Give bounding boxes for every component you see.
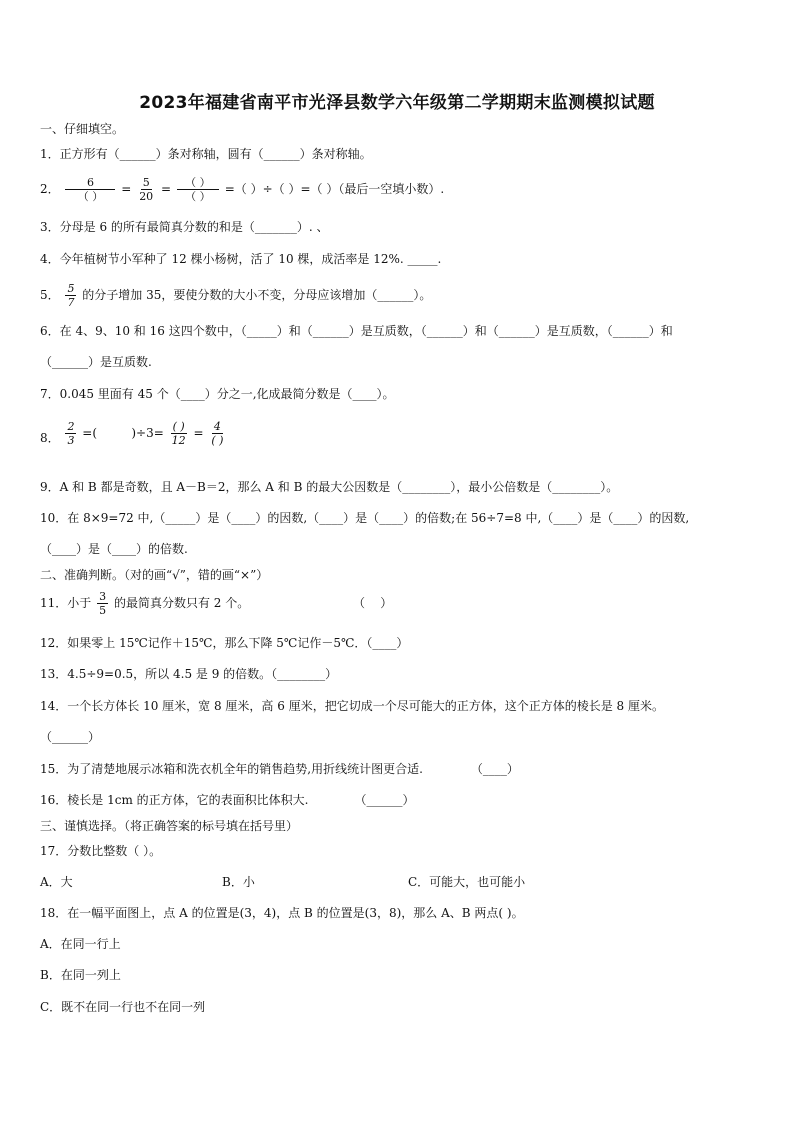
q17-option-a[interactable]: A．大 [40, 875, 73, 889]
q17-option-c[interactable]: C．可能大，也可能小 [408, 875, 526, 889]
question-6-cont: （______）是互质数. [40, 355, 152, 369]
fraction: ( ) 12 [171, 420, 186, 447]
question-14-cont: （______） [40, 730, 101, 744]
question-5: 5． $\frac{5}{7}$ 的分子增加 35，要使分数的大小不变，分母应该增加（______）。 [40, 282, 432, 309]
question-6: 6．在 4、9、10 和 16 这四个数中，（_____）和（______）是互质数，（______）和（______）是互质数，（______）和 [40, 324, 673, 338]
question-9: 9．A 和 B 都是奇数，且 A－B＝2，那么 A 和 B 的最大公因数是（________），最小公倍数是（________）。 [40, 480, 619, 494]
fraction: $\frac{2}{3}$ [67, 420, 75, 447]
q18-option-b[interactable]: B．在同一列上 [40, 968, 121, 982]
q18-option-a[interactable]: A．在同一行上 [40, 937, 121, 951]
question-17: 17．分数比整数（ ）。 [40, 844, 162, 858]
question-11: 11．小于 $\frac{3}{5}$ 的最简真分数只有 2 个。 （ ） [40, 590, 393, 617]
question-12: 12．如果零上 15℃记作＋15℃，那么下降 5℃记作－5℃．（____） [40, 636, 409, 650]
question-15: 15．为了清楚地展示冰箱和洗衣机全年的销售趋势,用折线统计图更合适. （____） [40, 762, 519, 776]
section-heading-fill: 一、仔细填空。 [40, 122, 125, 136]
question-16: 16．棱长是 1cm 的正方体，它的表面积比体积大. （______） [40, 793, 415, 807]
q17-option-b[interactable]: B．小 [222, 875, 255, 889]
question-1: 1．正方形有（______）条对称轴，圆有（______）条对称轴。 [40, 147, 372, 161]
q18-option-c[interactable]: C．既不在同一行也不在同一列 [40, 1000, 206, 1014]
fraction: $\frac{5}{7}$ [67, 282, 75, 309]
question-8: 8． $\frac{2}{3}$ =( )÷3= ( ) 12 = 4 ( ) [40, 420, 224, 447]
question-13: 13．4.5÷9=0.5，所以 4.5 是 9 的倍数。（________） [40, 667, 338, 681]
question-2: 2． 6 （ ） = $\frac{5}{20}$ = （ ） （ ） =（ ）÷（ ）=（ ）（最后一空填小数）. [40, 176, 445, 203]
question-14: 14．一个长方体长 10 厘米，宽 8 厘米，高 6 厘米，把它切成一个尽可能大的正方体，这个正方体的棱长是 8 厘米。 [40, 699, 664, 713]
question-10-cont: （____）是（____）的倍数. [40, 542, 188, 556]
fraction: 4 ( ) [211, 420, 224, 447]
page-title: 2023年福建省南平市光泽县数学六年级第二学期期末监测模拟试题 [139, 93, 655, 113]
fraction: 6 （ ） [65, 176, 115, 203]
fraction: （ ） （ ） [177, 176, 219, 203]
question-10: 10．在 8×9=72 中,（_____）是（____）的因数,（____）是（____）的倍数;在 56÷7=8 中,（____）是（____）的因数, [40, 511, 690, 525]
fraction: $\frac{5}{20}$ [139, 176, 154, 203]
section-heading-choice: 三、谨慎选择。（将正确答案的标号填在括号里） [40, 819, 299, 833]
fraction: $\frac{3}{5}$ [99, 590, 107, 617]
section-heading-judge: 二、准确判断。（对的画“√”，错的画“×”） [40, 568, 269, 582]
question-7: 7．0.045 里面有 45 个（____）分之一,化成最简分数是（____）。 [40, 387, 395, 401]
question-3: 3．分母是 6 的所有最简真分数的和是（_______）. 、 [40, 220, 329, 234]
question-18: 18．在一幅平面图上，点 A 的位置是(3，4)，点 B 的位置是(3，8)，那么 A、B 两点( )。 [40, 906, 524, 920]
question-4: 4．今年植树节小军种了 12 棵小杨树，活了 10 棵，成活率是 12%. _____. [40, 252, 442, 266]
